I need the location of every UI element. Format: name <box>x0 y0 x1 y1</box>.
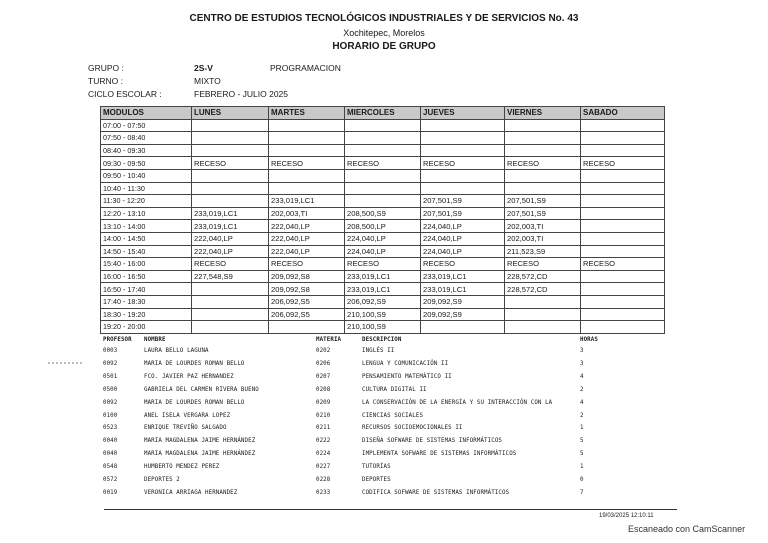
schedule-cell <box>581 283 665 296</box>
time-slot: 16:00 - 16:50 <box>101 270 192 283</box>
subject-description: DEPORTES <box>362 477 391 483</box>
subject-hours: 1 <box>580 425 584 432</box>
subject-description: RECURSOS SOCIOEMOCIONALES II <box>362 425 463 432</box>
teacher-id: 0003 <box>103 348 118 354</box>
teacher-name: ENRIQUE TREVIÑO SALGADO <box>144 425 227 432</box>
schedule-cell: 224,040,LP <box>421 220 505 233</box>
subject-description: CIENCIAS SOCIALES <box>362 412 424 419</box>
subject-code: 0228 <box>316 477 331 483</box>
schedule-cell: 207,501,S9 <box>421 195 505 208</box>
schedule-cell <box>192 132 269 145</box>
schedule-cell: 233,019,LC1 <box>421 283 505 296</box>
schedule-cell: 233,019,LC1 <box>192 207 269 220</box>
schedule-row <box>101 270 665 283</box>
schedule-row <box>101 321 665 334</box>
subject-hours: 3 <box>580 348 584 354</box>
schedule-cell: 206,092,S5 <box>269 308 345 321</box>
schedule-cell: 207,501,S9 <box>505 195 581 208</box>
schedule-cell <box>192 283 269 296</box>
subject-hours: 1 <box>580 464 584 471</box>
schedule-cell <box>581 119 665 132</box>
subject-code: 0233 <box>316 489 331 496</box>
schedule-cell: RECESO <box>192 157 269 170</box>
subject-code: 0206 <box>316 360 331 367</box>
subject-description: DISEÑA SOFWARE DE SISTEMAS INFORMÁTICOS <box>362 438 503 445</box>
schedule-cell: 228,572,CD <box>505 283 581 296</box>
schedule-cell: 209,092,S9 <box>421 295 505 308</box>
time-slot: 07:00 - 07:50 <box>101 119 192 132</box>
schedule-cell <box>421 182 505 195</box>
schedule-cell: 224,040,LP <box>345 245 421 258</box>
schedule-cell: RECESO <box>192 258 269 271</box>
schedule-cell <box>345 144 421 157</box>
time-slot: 17:40 - 18:30 <box>101 295 192 308</box>
schedule-cell <box>192 169 269 182</box>
schedule-cell <box>345 119 421 132</box>
time-slot: 13:10 - 14:00 <box>101 220 192 233</box>
schedule-cell: 206,092,S9 <box>345 295 421 308</box>
group-specialty: PROGRAMACION <box>270 63 341 73</box>
time-slot: 08:40 - 09:30 <box>101 144 192 157</box>
schedule-cell: RECESO <box>581 258 665 271</box>
schedule-cell <box>505 119 581 132</box>
subject-code: 0211 <box>316 425 331 432</box>
schedule-row <box>101 144 665 157</box>
print-timestamp: 19/03/2025 12:10:11 <box>599 513 654 519</box>
schedule-cell: 233,019,LC1 <box>345 283 421 296</box>
schedule-cell <box>581 220 665 233</box>
teacher-name: MARIA MAGDALENA JAIME HERNÁNDEZ <box>144 451 256 458</box>
bottom-rule <box>104 509 677 510</box>
schedule-cell: 233,019,LC1 <box>192 220 269 233</box>
teacher-id: 0572 <box>103 477 118 483</box>
subject-code: 0224 <box>316 451 331 458</box>
schedule-cell <box>192 195 269 208</box>
schedule-cell <box>269 182 345 195</box>
faculty-col-header: HORAS <box>580 337 598 343</box>
schedule-cell: RECESO <box>421 157 505 170</box>
schedule-col-header: MARTES <box>269 107 345 120</box>
teacher-id: 0548 <box>103 464 118 471</box>
schedule-row <box>101 232 665 245</box>
teacher-id: 0100 <box>103 412 118 419</box>
schedule-cell <box>421 169 505 182</box>
schedule-cell <box>345 195 421 208</box>
subject-code: 0222 <box>316 438 331 445</box>
schedule-cell: 202,003,TI <box>269 207 345 220</box>
time-slot: 14:00 - 14:50 <box>101 232 192 245</box>
subject-description: LENGUA Y COMUNICACIÓN II <box>362 360 449 367</box>
schedule-row <box>101 207 665 220</box>
schedule-row <box>101 308 665 321</box>
schedule-cell: 210,100,S9 <box>345 308 421 321</box>
schedule-cell: 202,003,TI <box>505 220 581 233</box>
schedule-cell <box>269 169 345 182</box>
schedule-cell <box>581 295 665 308</box>
schedule-cell: 222,040,LP <box>269 232 345 245</box>
schedule-cell: 211,523,S9 <box>505 245 581 258</box>
schedule-cell: 222,040,LP <box>192 245 269 258</box>
schedule-cell <box>192 321 269 334</box>
time-slot: 15:40 - 16:00 <box>101 258 192 271</box>
time-slot: 19:20 - 20:00 <box>101 321 192 334</box>
schedule-cell: 209,092,S8 <box>269 270 345 283</box>
schedule-table <box>100 106 665 334</box>
schedule-cell <box>421 321 505 334</box>
teacher-name: DEPORTES 2 <box>144 477 180 483</box>
schedule-header-row <box>101 107 665 120</box>
teacher-id: 0500 <box>103 386 118 393</box>
schedule-cell <box>505 295 581 308</box>
schedule-cell: 210,100,S9 <box>345 321 421 334</box>
teacher-name: HUMBERTO MENDEZ PEREZ <box>144 464 220 471</box>
scanner-watermark: Escaneado con CamScanner <box>628 524 746 534</box>
schedule-cell <box>581 308 665 321</box>
teacher-id: 0019 <box>103 489 118 496</box>
schedule-row <box>101 195 665 208</box>
schedule-col-header: LUNES <box>192 107 269 120</box>
subject-code: 0209 <box>316 399 331 406</box>
time-slot: 11:30 - 12:20 <box>101 195 192 208</box>
schedule-cell <box>192 295 269 308</box>
schedule-cell: 222,040,LP <box>192 232 269 245</box>
schedule-row <box>101 258 665 271</box>
schedule-cell: 224,040,LP <box>345 232 421 245</box>
schedule-cell: 224,040,LP <box>421 245 505 258</box>
time-slot: 09:30 - 09:50 <box>101 157 192 170</box>
schedule-cell: 233,019,LC1 <box>345 270 421 283</box>
schedule-col-header: MIERCOLES <box>345 107 421 120</box>
schedule-cell: RECESO <box>581 157 665 170</box>
schedule-cell <box>345 182 421 195</box>
teacher-name: MARIA MAGDALENA JAIME HERNÁNDEZ <box>144 438 256 445</box>
schedule-cell <box>269 132 345 145</box>
subject-description: IMPLEMENTA SOFWARE DE SISTEMAS INFORMÁTICOS <box>362 451 517 458</box>
schedule-cell: RECESO <box>505 157 581 170</box>
time-slot: 07:50 - 08:40 <box>101 132 192 145</box>
schedule-cell <box>581 232 665 245</box>
schedule-cell: RECESO <box>505 258 581 271</box>
schedule-cell <box>345 169 421 182</box>
schedule-cell: 207,501,S9 <box>505 207 581 220</box>
scan-smudge <box>48 362 84 364</box>
schedule-cell: 233,019,LC1 <box>269 195 345 208</box>
schedule-cell <box>192 144 269 157</box>
schedule-cell <box>345 132 421 145</box>
subject-hours: 5 <box>580 451 584 458</box>
document-title: HORARIO DE GRUPO <box>332 41 436 52</box>
teacher-id: 0040 <box>103 451 118 458</box>
schedule-cell: 202,003,TI <box>505 232 581 245</box>
schedule-cell: 222,040,LP <box>269 220 345 233</box>
schedule-cell <box>269 144 345 157</box>
schedule-row <box>101 283 665 296</box>
schedule-cell <box>192 308 269 321</box>
subject-hours: 0 <box>580 477 584 483</box>
subject-hours: 4 <box>580 399 584 406</box>
schedule-col-header: SABADO <box>581 107 665 120</box>
subject-code: 0208 <box>316 386 331 393</box>
subject-description: CULTURA DIGITAL II <box>362 386 427 393</box>
schedule-cell <box>269 119 345 132</box>
schedule-cell: 208,500,S9 <box>345 207 421 220</box>
schedule-cell <box>505 132 581 145</box>
subject-hours: 2 <box>580 386 584 393</box>
schedule-cell <box>269 321 345 334</box>
schedule-cell <box>581 169 665 182</box>
schedule-cell <box>505 144 581 157</box>
subject-hours: 7 <box>580 489 584 496</box>
schedule-cell: RECESO <box>421 258 505 271</box>
faculty-col-header: PROFESOR <box>103 337 132 343</box>
subject-hours: 4 <box>580 373 584 380</box>
schedule-cell <box>505 182 581 195</box>
cycle-label: CICLO ESCOLAR : <box>88 89 162 99</box>
subject-description: CODIFICA SOFWARE DE SISTEMAS INFORMÁTICOS <box>362 489 510 496</box>
institution-location: Xochitepec, Morelos <box>343 28 425 38</box>
subject-description: INGLÉS II <box>362 348 395 354</box>
subject-hours: 5 <box>580 438 584 445</box>
teacher-id: 0523 <box>103 425 118 432</box>
subject-hours: 2 <box>580 412 584 419</box>
group-value: 2S-V <box>194 63 213 73</box>
shift-value: MIXTO <box>194 76 221 86</box>
faculty-col-header: NOMBRE <box>144 337 166 343</box>
time-slot: 18:30 - 19:20 <box>101 308 192 321</box>
schedule-cell <box>581 144 665 157</box>
institution-name: CENTRO DE ESTUDIOS TECNOLÓGICOS INDUSTRIALES Y DE SERVICIOS No. 43 <box>189 13 579 24</box>
schedule-cell: RECESO <box>345 258 421 271</box>
schedule-cell <box>581 207 665 220</box>
schedule-cell <box>421 132 505 145</box>
schedule-cell <box>505 308 581 321</box>
schedule-cell: 206,092,S5 <box>269 295 345 308</box>
schedule-cell <box>581 321 665 334</box>
schedule-row <box>101 295 665 308</box>
schedule-row <box>101 119 665 132</box>
schedule-cell <box>421 144 505 157</box>
schedule-cell <box>192 182 269 195</box>
schedule-row <box>101 157 665 170</box>
schedule-body <box>101 119 665 333</box>
schedule-cell <box>581 245 665 258</box>
schedule-cell: 233,019,LC1 <box>421 270 505 283</box>
shift-label: TURNO : <box>88 76 123 86</box>
schedule-cell <box>581 195 665 208</box>
time-slot: 16:50 - 17:40 <box>101 283 192 296</box>
schedule-cell: 208,500,LP <box>345 220 421 233</box>
subject-code: 0227 <box>316 464 331 471</box>
subject-code: 0202 <box>316 348 331 354</box>
teacher-id: 0092 <box>103 360 118 367</box>
teacher-name: ANEL ISELA VERGARA LOPEZ <box>144 412 231 419</box>
schedule-cell: RECESO <box>269 258 345 271</box>
subject-hours: 3 <box>580 360 584 367</box>
subject-code: 0210 <box>316 412 331 419</box>
teacher-id: 0092 <box>103 399 118 406</box>
time-slot: 12:20 - 13:10 <box>101 207 192 220</box>
cycle-value: FEBRERO - JULIO 2025 <box>194 89 289 99</box>
schedule-cell: 224,040,LP <box>421 232 505 245</box>
schedule-cell <box>192 119 269 132</box>
time-slot: 10:40 - 11:30 <box>101 182 192 195</box>
teacher-name: GABRIELA DEL CARMEN RIVERA BUENO <box>144 386 259 393</box>
teacher-name: FCO. JAVIER PAZ HERNANDEZ <box>144 373 234 380</box>
schedule-row <box>101 182 665 195</box>
faculty-col-header: MATERIA <box>316 337 342 343</box>
schedule-cell: RECESO <box>269 157 345 170</box>
schedule-col-header: MODULOS <box>101 107 192 120</box>
teacher-name: MARIA DE LOURDES ROMAN BELLO <box>144 399 245 406</box>
schedule-cell <box>421 119 505 132</box>
schedule-col-header: VIERNES <box>505 107 581 120</box>
subject-description: TUTORÍAS <box>362 464 391 471</box>
teacher-name: MARIA DE LOURDES ROMAN BELLO <box>144 360 245 367</box>
subject-description: PENSAMIENTO MATEMÁTICO II <box>362 373 452 380</box>
time-slot: 09:50 - 10:40 <box>101 169 192 182</box>
subject-code: 0207 <box>316 373 331 380</box>
schedule-cell <box>505 169 581 182</box>
teacher-id: 0040 <box>103 438 118 445</box>
teacher-id: 0501 <box>103 373 118 380</box>
schedule-col-header: JUEVES <box>421 107 505 120</box>
schedule-row <box>101 169 665 182</box>
schedule-cell: 209,092,S9 <box>421 308 505 321</box>
schedule-cell: 228,572,CD <box>505 270 581 283</box>
schedule-row <box>101 245 665 258</box>
subject-description: LA CONSERVACIÓN DE LA ENERGÍA Y SU INTERACCIÓN CON LA <box>362 399 553 406</box>
schedule-row <box>101 132 665 145</box>
group-label: GRUPO : <box>88 63 124 73</box>
schedule-cell <box>581 182 665 195</box>
schedule-cell: 222,040,LP <box>269 245 345 258</box>
schedule-cell: 209,092,S8 <box>269 283 345 296</box>
schedule-cell <box>505 321 581 334</box>
schedule-cell: 207,501,S9 <box>421 207 505 220</box>
schedule-cell: RECESO <box>345 157 421 170</box>
schedule-cell <box>581 270 665 283</box>
teacher-name: VERONICA ARRIAGA HERNANDEZ <box>144 489 238 496</box>
time-slot: 14:50 - 15:40 <box>101 245 192 258</box>
schedule-cell <box>581 132 665 145</box>
faculty-col-header: DESCRIPCION <box>362 337 402 343</box>
schedule-cell: 227,548,S9 <box>192 270 269 283</box>
teacher-name: LAURA BELLO LAGUNA <box>144 348 209 354</box>
schedule-row <box>101 220 665 233</box>
